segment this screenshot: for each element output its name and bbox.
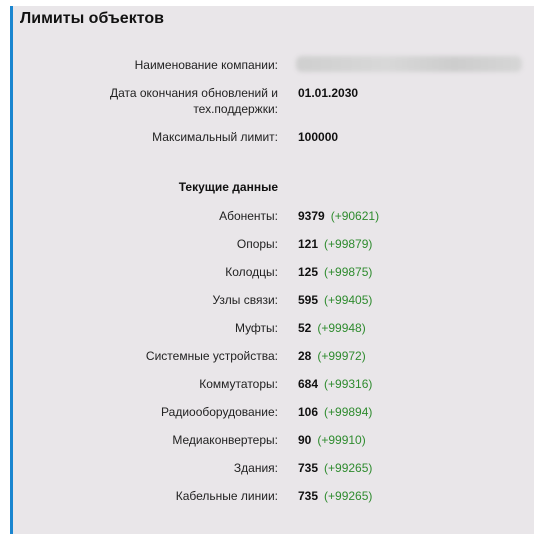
expiry-label: Дата окончания обновлений и тех.поддержки: bbox=[109, 86, 278, 116]
data-row-label: Опоры: bbox=[236, 237, 278, 251]
expiry-value: 01.01.2030 bbox=[298, 86, 359, 100]
data-row-value bbox=[298, 236, 372, 252]
data-row-count: 90 bbox=[298, 433, 312, 447]
data-row-count: 595 bbox=[298, 293, 319, 307]
data-row-remaining: (+99910) bbox=[317, 433, 366, 447]
data-row-value bbox=[298, 404, 372, 420]
data-row-remaining: (+99875) bbox=[324, 265, 373, 279]
data-row-count: 735 bbox=[298, 461, 319, 475]
data-row-remaining: (+90621) bbox=[330, 209, 380, 223]
max-limit-value: 100000 bbox=[298, 130, 339, 144]
data-row-remaining: (+99948) bbox=[317, 321, 366, 335]
data-row-label: Медиаконвертеры: bbox=[172, 433, 278, 447]
data-row-value bbox=[298, 460, 372, 476]
data-row-label: Здания: bbox=[233, 461, 278, 475]
object-limits-panel bbox=[10, 6, 534, 534]
max-limit-label: Максимальный лимит: bbox=[152, 130, 278, 144]
data-row-label: Колодцы: bbox=[225, 265, 278, 279]
page-title: Лимиты объектов bbox=[20, 10, 164, 27]
data-row-value bbox=[298, 320, 366, 336]
data-row-remaining: (+99265) bbox=[324, 489, 373, 503]
data-row-count: 125 bbox=[298, 265, 319, 279]
data-row-value bbox=[298, 488, 372, 504]
data-row-value bbox=[298, 432, 366, 448]
data-row-value bbox=[298, 376, 372, 392]
data-row-count: 735 bbox=[298, 489, 319, 503]
data-row-remaining: (+99316) bbox=[324, 377, 373, 391]
data-row-count: 52 bbox=[298, 321, 312, 335]
data-row-label: Системные устройства: bbox=[145, 349, 278, 363]
data-row-label: Радиооборудование: bbox=[161, 405, 278, 419]
data-row-label: Абоненты: bbox=[219, 209, 278, 223]
data-row-value bbox=[298, 348, 366, 364]
company-name-redacted bbox=[296, 56, 522, 72]
data-row-remaining: (+99972) bbox=[317, 349, 366, 363]
data-row-value bbox=[298, 208, 379, 224]
data-row-label: Муфты: bbox=[234, 321, 278, 335]
current-data-title: Текущие данные bbox=[178, 180, 278, 194]
data-row-label: Кабельные линии: bbox=[175, 489, 278, 503]
company-name-label: Наименование компании: bbox=[134, 58, 278, 72]
data-row-value bbox=[298, 292, 372, 308]
data-row-remaining: (+99894) bbox=[324, 405, 373, 419]
data-row-remaining: (+99879) bbox=[324, 237, 373, 251]
data-row-remaining: (+99405) bbox=[324, 293, 373, 307]
data-row-label: Узлы связи: bbox=[212, 293, 278, 307]
data-row-count: 106 bbox=[298, 405, 319, 419]
data-row-count: 121 bbox=[298, 237, 319, 251]
data-row-count: 9379 bbox=[298, 209, 325, 223]
data-row-count: 28 bbox=[298, 349, 312, 363]
data-row-value bbox=[298, 264, 372, 280]
data-row-label: Коммутаторы: bbox=[199, 377, 278, 391]
data-row-remaining: (+99265) bbox=[324, 461, 373, 475]
data-row-count: 684 bbox=[298, 377, 319, 391]
